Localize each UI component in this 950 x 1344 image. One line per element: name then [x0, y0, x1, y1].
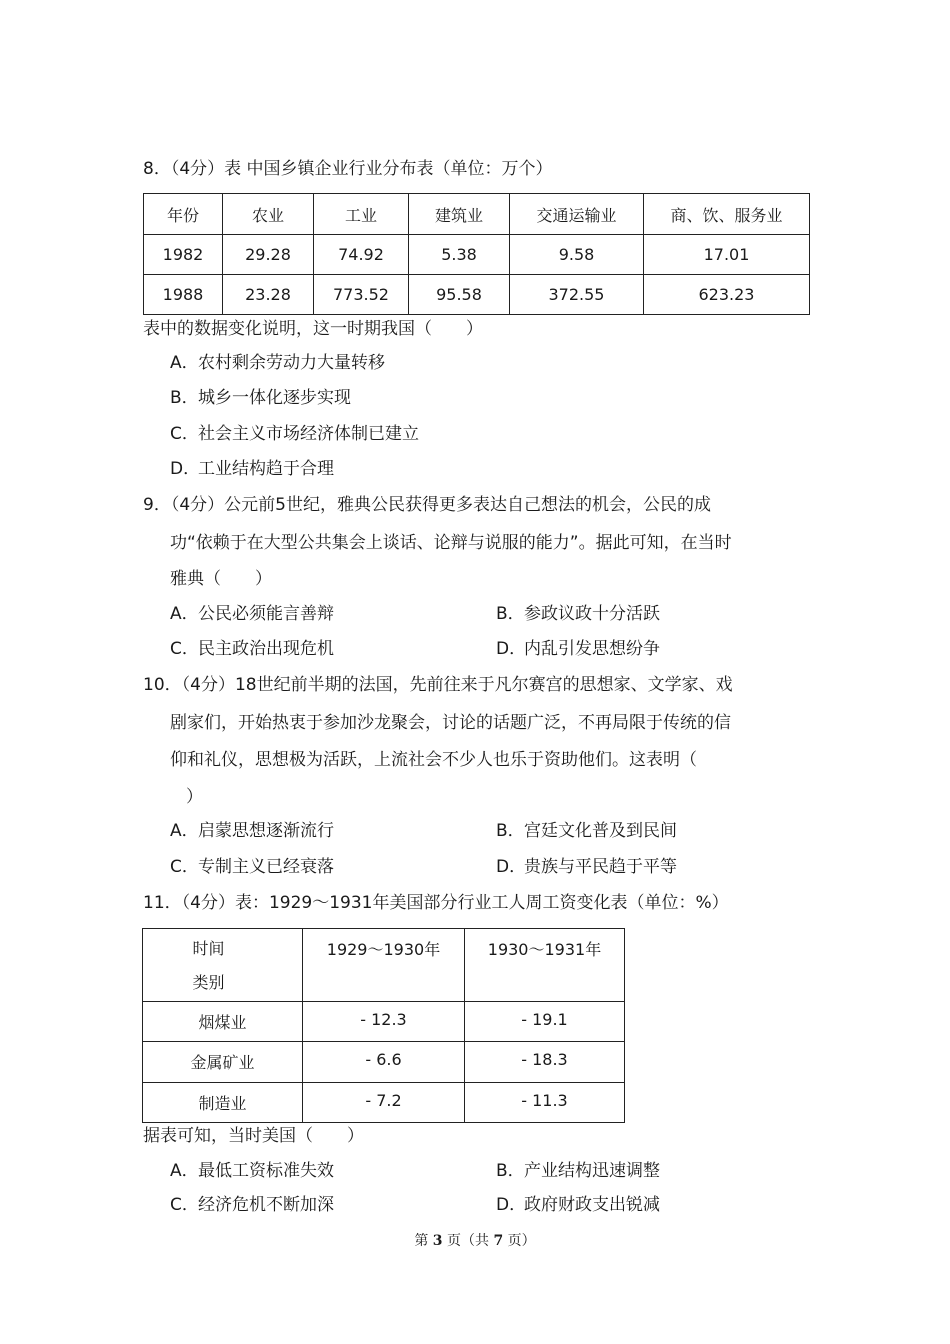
q10-option-a[interactable]: [170, 820, 334, 842]
q9-option-a[interactable]: [170, 603, 334, 625]
q8-after-text: 表中的数据变化说明，这一时期我国（ ）: [143, 319, 483, 339]
table-row: [144, 235, 810, 275]
option-text: 启蒙思想逐渐流行: [198, 821, 334, 841]
q8-cell: 23.28: [223, 275, 314, 315]
q10-line-4: ）: [186, 787, 203, 807]
option-letter: C．: [170, 639, 199, 659]
q8-option-c[interactable]: [170, 423, 419, 445]
q8-cell: 5.38: [409, 235, 510, 275]
q8-header-cell: 农业: [223, 194, 314, 235]
option-letter: A．: [170, 353, 199, 373]
page-footer: [0, 1230, 950, 1250]
option-text: 内乱引发思想纷争: [524, 639, 660, 659]
q8-header-cell: 工业: [314, 194, 409, 235]
footer-pre: 第: [414, 1233, 433, 1249]
q8-cell: 9.58: [510, 235, 644, 275]
q8-header-cell: 商、饮、服务业: [644, 194, 810, 235]
q8-cell: 74.92: [314, 235, 409, 275]
q11-cell: - 7.2: [303, 1083, 465, 1123]
footer-post: 页）: [503, 1233, 536, 1249]
option-text: 贵族与平民趋于平等: [524, 857, 677, 877]
q11-cell: 金属矿业: [143, 1042, 303, 1083]
option-text: 专制主义已经衰落: [198, 857, 334, 877]
option-letter: D．: [496, 639, 527, 659]
q11-header-cell: 1929～1930年: [303, 929, 465, 1002]
q11-cell: 制造业: [143, 1083, 303, 1123]
option-text: 产业结构迅速调整: [524, 1161, 660, 1181]
option-letter: C．: [170, 1195, 199, 1215]
corner-top-label: 时间: [192, 939, 225, 958]
q11-table: [142, 928, 625, 1123]
table-row: [143, 1042, 625, 1083]
option-letter: A．: [170, 821, 199, 841]
q10-option-d[interactable]: [496, 856, 677, 878]
q8-table: [143, 193, 810, 315]
option-text: 宫廷文化普及到民间: [524, 821, 677, 841]
option-text: 农村剩余劳动力大量转移: [198, 353, 385, 373]
q11-cell: - 18.3: [465, 1042, 625, 1083]
q10-option-c[interactable]: [170, 856, 334, 878]
q8-cell: 1982: [144, 235, 223, 275]
q8-cell: 623.23: [644, 275, 810, 315]
option-letter: D．: [170, 459, 201, 479]
total-pages: 7: [493, 1233, 504, 1249]
option-letter: B．: [496, 604, 525, 624]
q11-after-text: 据表可知，当时美国（ ）: [143, 1126, 364, 1146]
option-letter: D．: [496, 1195, 527, 1215]
q11-option-c[interactable]: [170, 1194, 334, 1216]
option-text: 公民必须能言善辩: [198, 604, 334, 624]
q8-option-b[interactable]: [170, 387, 351, 409]
q8-header-cell: 年份: [144, 194, 223, 235]
option-letter: C．: [170, 424, 199, 444]
q11-cell: 烟煤业: [143, 1002, 303, 1042]
q8-option-d[interactable]: [170, 458, 334, 480]
option-text: 城乡一体化逐步实现: [198, 388, 351, 408]
option-text: 参政议政十分活跃: [524, 604, 660, 624]
option-text: 最低工资标准失效: [198, 1161, 334, 1181]
option-letter: A．: [170, 604, 199, 624]
q8-cell: 372.55: [510, 275, 644, 315]
q8-cell: 773.52: [314, 275, 409, 315]
q11-header-cell: 1930～1931年: [465, 929, 625, 1002]
q8-cell: 29.28: [223, 235, 314, 275]
footer-mid: 页（共: [442, 1233, 494, 1249]
q9-line-3: 雅典（ ）: [170, 569, 272, 589]
q8-table-header-row: [144, 194, 810, 235]
q11-option-b[interactable]: [496, 1160, 660, 1182]
q8-header-cell: 建筑业: [409, 194, 510, 235]
option-letter: B．: [170, 388, 199, 408]
q11-cell: - 12.3: [303, 1002, 465, 1042]
q11-option-d[interactable]: [496, 1194, 660, 1216]
q10-option-b[interactable]: [496, 820, 677, 842]
option-text: 民主政治出现危机: [198, 639, 334, 659]
q11-corner-cell: [143, 929, 303, 1002]
option-letter: C．: [170, 857, 199, 877]
q11-option-a[interactable]: [170, 1160, 334, 1182]
q8-cell: 1988: [144, 275, 223, 315]
q11-cell: - 11.3: [465, 1083, 625, 1123]
option-letter: A．: [170, 1161, 199, 1181]
q10-line-2: 剧家们，开始热衷于参加沙龙聚会，讨论的话题广泛，不再局限于传统的信: [170, 713, 731, 733]
option-letter: B．: [496, 1161, 525, 1181]
q9-line-2: 功“依赖于在大型公共集会上谈话、论辩与说服的能力”。据此可知，在当时: [170, 533, 732, 553]
q10-line-1: 10．（4分）18世纪前半期的法国，先前往来于凡尔赛宫的思想家、文学家、戏: [143, 675, 733, 695]
page-number: 3: [432, 1233, 443, 1249]
q8-option-a[interactable]: [170, 352, 385, 374]
q11-cell: - 19.1: [465, 1002, 625, 1042]
q9-option-b[interactable]: [496, 603, 660, 625]
q8-cell: 95.58: [409, 275, 510, 315]
option-letter: B．: [496, 821, 525, 841]
option-text: 社会主义市场经济体制已建立: [198, 424, 419, 444]
q8-header-cell: 交通运输业: [510, 194, 644, 235]
q11-cell: - 6.6: [303, 1042, 465, 1083]
q10-line-3: 仰和礼仪，思想极为活跃，上流社会不少人也乐于资助他们。这表明（: [170, 750, 697, 770]
q9-option-c[interactable]: [170, 638, 334, 660]
option-text: 政府财政支出锐减: [524, 1195, 660, 1215]
table-row: [143, 1083, 625, 1123]
corner-bottom-label: 类别: [192, 973, 225, 992]
table-row: [143, 1002, 625, 1042]
table-row: [144, 275, 810, 315]
q8-stem: 8．（4分）表 中国乡镇企业行业分布表（单位：万个）: [143, 159, 553, 179]
q11-stem: 11．（4分）表：1929～1931年美国部分行业工人周工资变化表（单位：%）: [143, 893, 729, 913]
q8-cell: 17.01: [644, 235, 810, 275]
option-text: 工业结构趋于合理: [198, 459, 334, 479]
option-letter: D．: [496, 857, 527, 877]
q11-table-header-row: [143, 929, 625, 1002]
option-text: 经济危机不断加深: [198, 1195, 334, 1215]
q9-option-d[interactable]: [496, 638, 660, 660]
q9-line-1: 9．（4分）公元前5世纪，雅典公民获得更多表达自己想法的机会，公民的成: [143, 495, 711, 515]
